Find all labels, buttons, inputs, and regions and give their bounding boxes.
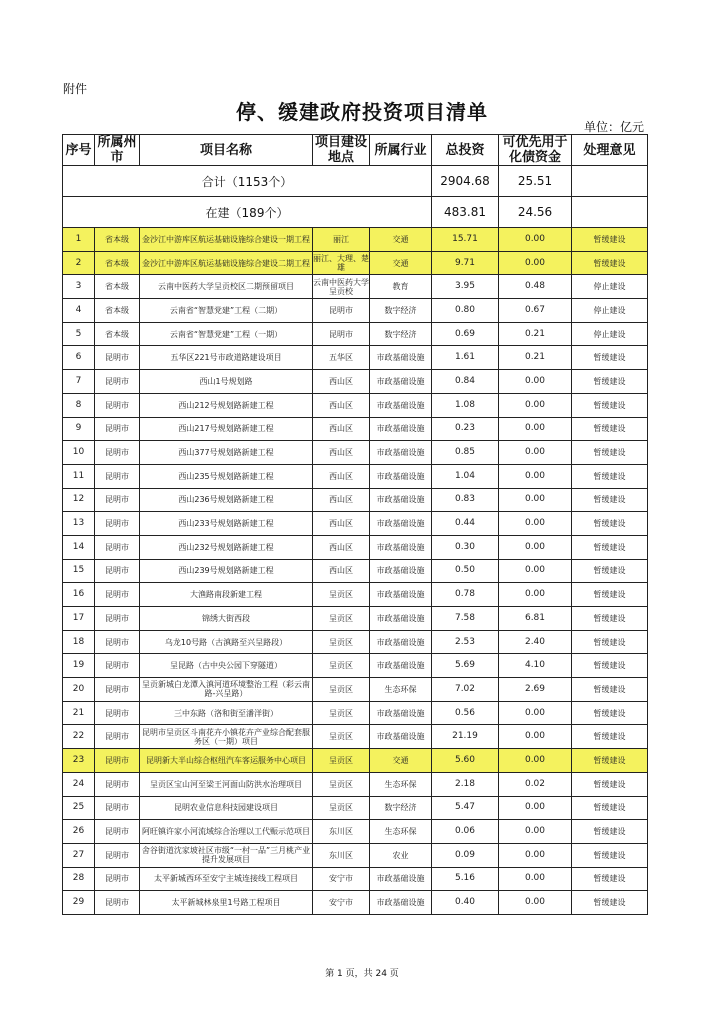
total-invest-cell: 5.69	[432, 654, 499, 678]
total-invest-cell: 7.02	[432, 678, 499, 702]
project-name-cell: 西山232号规划路新建工程	[140, 535, 313, 559]
project-name-cell: 西山1号规划路	[140, 370, 313, 394]
opinion-cell: 暂缓建设	[572, 867, 648, 891]
seq-cell: 16	[63, 583, 95, 607]
industry-cell: 市政基础设施	[370, 607, 432, 631]
priority-fund-cell: 0.00	[499, 535, 572, 559]
unit-label: 单位：亿元	[583, 120, 644, 134]
opinion-cell: 暂缓建设	[572, 512, 648, 536]
location-cell: 东川区	[313, 820, 370, 844]
total-invest-cell: 0.40	[432, 891, 499, 915]
total-opinion-cell	[572, 166, 648, 197]
project-name-cell: 呈贡区宝山河至梁王河面山防洪水治理项目	[140, 772, 313, 796]
total-invest-cell: 0.09	[432, 843, 499, 867]
total-invest-cell: 0.80	[432, 299, 499, 323]
city-cell: 昆明市	[95, 701, 140, 725]
table-row	[63, 630, 648, 654]
seq-cell: 11	[63, 464, 95, 488]
table-row	[63, 251, 648, 275]
total-invest-cell: 1.61	[432, 346, 499, 370]
project-name-cell: 西山233号规划路新建工程	[140, 512, 313, 536]
priority-fund-cell: 2.69	[499, 678, 572, 702]
total-invest-cell: 5.60	[432, 749, 499, 773]
city-cell: 昆明市	[95, 346, 140, 370]
seq-cell: 12	[63, 488, 95, 512]
industry-cell: 市政基础设施	[370, 701, 432, 725]
city-cell: 昆明市	[95, 488, 140, 512]
project-name-cell: 金沙江中游库区航运基础设施综合建设一期工程	[140, 228, 313, 252]
location-cell: 西山区	[313, 370, 370, 394]
project-name-cell: 乌龙10号路（古滇路至兴呈路段）	[140, 630, 313, 654]
total-invest-cell: 2.53	[432, 630, 499, 654]
opinion-cell: 暂缓建设	[572, 772, 648, 796]
industry-cell: 市政基础设施	[370, 464, 432, 488]
location-cell: 安宁市	[313, 891, 370, 915]
location-cell: 云南中医药大学呈贡校	[313, 275, 370, 299]
industry-cell: 数字经济	[370, 299, 432, 323]
project-name-cell: 昆明新大半山综合枢纽汽车客运服务中心项目	[140, 749, 313, 773]
opinion-cell: 暂缓建设	[572, 251, 648, 275]
opinion-cell: 暂缓建设	[572, 891, 648, 915]
total-label: 合计（1153个）	[63, 166, 432, 197]
industry-cell: 市政基础设施	[370, 417, 432, 441]
city-cell: 昆明市	[95, 464, 140, 488]
opinion-cell: 暂缓建设	[572, 843, 648, 867]
industry-cell: 市政基础设施	[370, 891, 432, 915]
location-cell: 呈贡区	[313, 630, 370, 654]
project-name-cell: 太平新城林泉里1号路工程项目	[140, 891, 313, 915]
city-cell: 昆明市	[95, 843, 140, 867]
industry-cell: 生态环保	[370, 820, 432, 844]
priority-fund-cell: 0.00	[499, 701, 572, 725]
location-cell: 丽江	[313, 228, 370, 252]
table-row	[63, 464, 648, 488]
header-industry: 所属行业	[370, 135, 432, 166]
table-row	[63, 299, 648, 323]
priority-fund-cell: 0.21	[499, 322, 572, 346]
industry-cell: 市政基础设施	[370, 559, 432, 583]
seq-cell: 10	[63, 441, 95, 465]
project-name-cell: 阿旺镇许家小河流域综合治理以工代赈示范项目	[140, 820, 313, 844]
total-invest-cell: 3.95	[432, 275, 499, 299]
industry-cell: 市政基础设施	[370, 535, 432, 559]
project-name-cell: 云南省“智慧党建”工程（二期）	[140, 299, 313, 323]
table-row	[63, 867, 648, 891]
location-cell: 呈贡区	[313, 654, 370, 678]
city-cell: 省本级	[95, 299, 140, 323]
location-cell: 昆明市	[313, 299, 370, 323]
priority-fund-cell: 2.40	[499, 630, 572, 654]
industry-cell: 市政基础设施	[370, 346, 432, 370]
table-row	[63, 322, 648, 346]
opinion-cell: 暂缓建设	[572, 228, 648, 252]
city-cell: 省本级	[95, 322, 140, 346]
seq-cell: 17	[63, 607, 95, 631]
seq-cell: 13	[63, 512, 95, 536]
industry-cell: 数字经济	[370, 796, 432, 820]
industry-cell: 市政基础设施	[370, 370, 432, 394]
location-cell: 西山区	[313, 441, 370, 465]
opinion-cell: 停止建设	[572, 322, 648, 346]
project-name-cell: 西山217号规划路新建工程	[140, 417, 313, 441]
opinion-cell: 暂缓建设	[572, 441, 648, 465]
industry-cell: 农业	[370, 843, 432, 867]
seq-cell: 15	[63, 559, 95, 583]
location-cell: 丽江、大理、楚雄	[313, 251, 370, 275]
seq-cell: 18	[63, 630, 95, 654]
opinion-cell: 暂缓建设	[572, 654, 648, 678]
city-cell: 昆明市	[95, 820, 140, 844]
project-name-cell: 三中东路（洛和街至潘洋街）	[140, 701, 313, 725]
priority-fund-cell: 0.00	[499, 559, 572, 583]
opinion-cell: 暂缓建设	[572, 417, 648, 441]
industry-cell: 市政基础设施	[370, 583, 432, 607]
project-name-cell: 昆明市呈贡区斗南花卉小镇花卉产业综合配套服务区（一期）项目	[140, 725, 313, 749]
priority-fund-cell: 0.00	[499, 725, 572, 749]
table-row	[63, 701, 648, 725]
table-row	[63, 370, 648, 394]
table-row	[63, 228, 648, 252]
priority-fund-cell: 0.00	[499, 464, 572, 488]
total-invest-cell: 0.84	[432, 370, 499, 394]
industry-cell: 交通	[370, 228, 432, 252]
city-cell: 昆明市	[95, 678, 140, 702]
table-row	[63, 488, 648, 512]
priority-fund-cell: 0.00	[499, 228, 572, 252]
header-seq: 序号	[63, 135, 95, 166]
priority-fund-cell: 0.48	[499, 275, 572, 299]
location-cell: 西山区	[313, 512, 370, 536]
city-cell: 省本级	[95, 251, 140, 275]
table-row	[63, 772, 648, 796]
total-invest: 2904.68	[432, 166, 499, 197]
priority-fund-cell: 0.00	[499, 891, 572, 915]
opinion-cell: 暂缓建设	[572, 393, 648, 417]
industry-cell: 市政基础设施	[370, 393, 432, 417]
header-priority: 可优先用于化债资金	[499, 135, 572, 166]
total-invest-cell: 0.06	[432, 820, 499, 844]
opinion-cell: 停止建设	[572, 275, 648, 299]
total-row	[63, 166, 648, 197]
seq-cell: 23	[63, 749, 95, 773]
city-cell: 昆明市	[95, 749, 140, 773]
seq-cell: 20	[63, 678, 95, 702]
table-row	[63, 843, 648, 867]
header-city: 所属州市	[95, 135, 140, 166]
header-total: 总投资	[432, 135, 499, 166]
total-invest-cell: 21.19	[432, 725, 499, 749]
seq-cell: 14	[63, 535, 95, 559]
opinion-cell: 暂缓建设	[572, 535, 648, 559]
priority-fund-cell: 4.10	[499, 654, 572, 678]
city-cell: 昆明市	[95, 654, 140, 678]
city-cell: 昆明市	[95, 417, 140, 441]
location-cell: 西山区	[313, 535, 370, 559]
location-cell: 呈贡区	[313, 701, 370, 725]
seq-cell: 28	[63, 867, 95, 891]
opinion-cell: 暂缓建设	[572, 607, 648, 631]
building-row	[63, 197, 648, 228]
opinion-cell: 暂缓建设	[572, 559, 648, 583]
project-name-cell: 西山235号规划路新建工程	[140, 464, 313, 488]
project-name-cell: 呈贡新城白龙潭入滇河道环境整治工程（彩云南路-兴呈路）	[140, 678, 313, 702]
priority-fund-cell: 0.00	[499, 867, 572, 891]
project-name-cell: 金沙江中游库区航运基础设施综合建设二期工程	[140, 251, 313, 275]
opinion-cell: 暂缓建设	[572, 678, 648, 702]
location-cell: 西山区	[313, 559, 370, 583]
location-cell: 呈贡区	[313, 583, 370, 607]
opinion-cell: 暂缓建设	[572, 370, 648, 394]
location-cell: 安宁市	[313, 867, 370, 891]
project-name-cell: 昆明农业信息科技园建设项目	[140, 796, 313, 820]
total-invest-cell: 7.58	[432, 607, 499, 631]
city-cell: 昆明市	[95, 512, 140, 536]
project-name-cell: 云南省“智慧党建”工程（一期）	[140, 322, 313, 346]
seq-cell: 1	[63, 228, 95, 252]
total-invest-cell: 2.18	[432, 772, 499, 796]
total-invest-cell: 0.78	[432, 583, 499, 607]
industry-cell: 市政基础设施	[370, 441, 432, 465]
total-invest-cell: 0.56	[432, 701, 499, 725]
location-cell: 五华区	[313, 346, 370, 370]
project-name-cell: 云南中医药大学呈贡校区二期预留项目	[140, 275, 313, 299]
project-name-cell: 太平新城西环至安宁主城连接线工程项目	[140, 867, 313, 891]
priority-fund-cell: 0.00	[499, 583, 572, 607]
project-table	[62, 134, 648, 915]
seq-cell: 19	[63, 654, 95, 678]
total-invest-cell: 1.08	[432, 393, 499, 417]
opinion-cell: 暂缓建设	[572, 488, 648, 512]
total-invest-cell: 0.44	[432, 512, 499, 536]
location-cell: 西山区	[313, 488, 370, 512]
city-cell: 昆明市	[95, 607, 140, 631]
header-opinion: 处理意见	[572, 135, 648, 166]
table-row	[63, 512, 648, 536]
total-invest-cell: 5.47	[432, 796, 499, 820]
total-invest-cell: 0.83	[432, 488, 499, 512]
city-cell: 昆明市	[95, 630, 140, 654]
city-cell: 省本级	[95, 275, 140, 299]
project-name-cell: 呈昆路（古中央公园下穿隧道）	[140, 654, 313, 678]
priority-fund-cell: 6.81	[499, 607, 572, 631]
seq-cell: 9	[63, 417, 95, 441]
city-cell: 昆明市	[95, 370, 140, 394]
total-invest-cell: 0.23	[432, 417, 499, 441]
city-cell: 昆明市	[95, 772, 140, 796]
page-footer: 第 1 页，共 24 页	[325, 969, 399, 979]
city-cell: 昆明市	[95, 725, 140, 749]
opinion-cell: 暂缓建设	[572, 701, 648, 725]
total-priority: 25.51	[499, 166, 572, 197]
table-row	[63, 583, 648, 607]
priority-fund-cell: 0.00	[499, 393, 572, 417]
table-row	[63, 559, 648, 583]
location-cell: 西山区	[313, 464, 370, 488]
seq-cell: 21	[63, 701, 95, 725]
opinion-cell: 暂缓建设	[572, 464, 648, 488]
total-invest-cell: 9.71	[432, 251, 499, 275]
building-invest: 483.81	[432, 197, 499, 228]
project-name-cell: 西山239号规划路新建工程	[140, 559, 313, 583]
seq-cell: 27	[63, 843, 95, 867]
seq-cell: 24	[63, 772, 95, 796]
location-cell: 东川区	[313, 843, 370, 867]
header-name: 项目名称	[140, 135, 313, 166]
building-priority: 24.56	[499, 197, 572, 228]
industry-cell: 生态环保	[370, 772, 432, 796]
location-cell: 呈贡区	[313, 678, 370, 702]
priority-fund-cell: 0.00	[499, 488, 572, 512]
attachment-label: 附件	[63, 82, 88, 96]
priority-fund-cell: 0.00	[499, 820, 572, 844]
priority-fund-cell: 0.00	[499, 512, 572, 536]
priority-fund-cell: 0.02	[499, 772, 572, 796]
priority-fund-cell: 0.00	[499, 843, 572, 867]
priority-fund-cell: 0.00	[499, 370, 572, 394]
location-cell: 呈贡区	[313, 749, 370, 773]
table-row	[63, 441, 648, 465]
city-cell: 昆明市	[95, 867, 140, 891]
opinion-cell: 暂缓建设	[572, 820, 648, 844]
table-row	[63, 820, 648, 844]
industry-cell: 生态环保	[370, 678, 432, 702]
project-name-cell: 西山236号规划路新建工程	[140, 488, 313, 512]
city-cell: 昆明市	[95, 583, 140, 607]
location-cell: 西山区	[313, 417, 370, 441]
total-invest-cell: 0.30	[432, 535, 499, 559]
opinion-cell: 暂缓建设	[572, 725, 648, 749]
total-invest-cell: 0.69	[432, 322, 499, 346]
seq-cell: 3	[63, 275, 95, 299]
table-row	[63, 654, 648, 678]
city-cell: 昆明市	[95, 441, 140, 465]
total-invest-cell: 0.50	[432, 559, 499, 583]
industry-cell: 市政基础设施	[370, 512, 432, 536]
priority-fund-cell: 0.00	[499, 441, 572, 465]
opinion-cell: 暂缓建设	[572, 346, 648, 370]
city-cell: 昆明市	[95, 393, 140, 417]
project-name-cell: 五华区221号市政道路建设项目	[140, 346, 313, 370]
table-row	[63, 275, 648, 299]
header-row	[63, 135, 648, 166]
project-name-cell: 西山377号规划路新建工程	[140, 441, 313, 465]
seq-cell: 22	[63, 725, 95, 749]
table-row	[63, 749, 648, 773]
table-row	[63, 417, 648, 441]
seq-cell: 7	[63, 370, 95, 394]
industry-cell: 市政基础设施	[370, 725, 432, 749]
city-cell: 昆明市	[95, 535, 140, 559]
opinion-cell: 停止建设	[572, 299, 648, 323]
project-name-cell: 舍谷街道沈家坡社区市级“一村一品”三月桃产业提升发展项目	[140, 843, 313, 867]
city-cell: 昆明市	[95, 796, 140, 820]
project-name-cell: 大渔路南段新建工程	[140, 583, 313, 607]
building-opinion-cell	[572, 197, 648, 228]
seq-cell: 2	[63, 251, 95, 275]
city-cell: 昆明市	[95, 559, 140, 583]
seq-cell: 6	[63, 346, 95, 370]
industry-cell: 教育	[370, 275, 432, 299]
location-cell: 西山区	[313, 393, 370, 417]
opinion-cell: 暂缓建设	[572, 630, 648, 654]
total-invest-cell: 15.71	[432, 228, 499, 252]
table-row	[63, 725, 648, 749]
table-row	[63, 891, 648, 915]
seq-cell: 8	[63, 393, 95, 417]
table-row	[63, 678, 648, 702]
seq-cell: 25	[63, 796, 95, 820]
opinion-cell: 暂缓建设	[572, 796, 648, 820]
seq-cell: 26	[63, 820, 95, 844]
page-title: 停、缓建政府投资项目清单	[236, 100, 488, 124]
industry-cell: 市政基础设施	[370, 488, 432, 512]
location-cell: 呈贡区	[313, 796, 370, 820]
table-row	[63, 393, 648, 417]
header-location: 项目建设地点	[313, 135, 370, 166]
seq-cell: 4	[63, 299, 95, 323]
priority-fund-cell: 0.00	[499, 749, 572, 773]
location-cell: 呈贡区	[313, 772, 370, 796]
priority-fund-cell: 0.21	[499, 346, 572, 370]
opinion-cell: 暂缓建设	[572, 583, 648, 607]
seq-cell: 5	[63, 322, 95, 346]
industry-cell: 数字经济	[370, 322, 432, 346]
industry-cell: 交通	[370, 251, 432, 275]
total-invest-cell: 0.85	[432, 441, 499, 465]
priority-fund-cell: 0.00	[499, 417, 572, 441]
priority-fund-cell: 0.67	[499, 299, 572, 323]
city-cell: 省本级	[95, 228, 140, 252]
table-row	[63, 346, 648, 370]
location-cell: 呈贡区	[313, 607, 370, 631]
project-name-cell: 西山212号规划路新建工程	[140, 393, 313, 417]
location-cell: 呈贡区	[313, 725, 370, 749]
location-cell: 昆明市	[313, 322, 370, 346]
industry-cell: 市政基础设施	[370, 867, 432, 891]
industry-cell: 市政基础设施	[370, 630, 432, 654]
project-name-cell: 锦绣大街西段	[140, 607, 313, 631]
building-label: 在建（189个）	[63, 197, 432, 228]
table-row	[63, 607, 648, 631]
priority-fund-cell: 0.00	[499, 251, 572, 275]
total-invest-cell: 5.16	[432, 867, 499, 891]
industry-cell: 交通	[370, 749, 432, 773]
table-row	[63, 796, 648, 820]
total-invest-cell: 1.04	[432, 464, 499, 488]
industry-cell: 市政基础设施	[370, 654, 432, 678]
priority-fund-cell: 0.00	[499, 796, 572, 820]
seq-cell: 29	[63, 891, 95, 915]
opinion-cell: 暂缓建设	[572, 749, 648, 773]
table-row	[63, 535, 648, 559]
city-cell: 昆明市	[95, 891, 140, 915]
